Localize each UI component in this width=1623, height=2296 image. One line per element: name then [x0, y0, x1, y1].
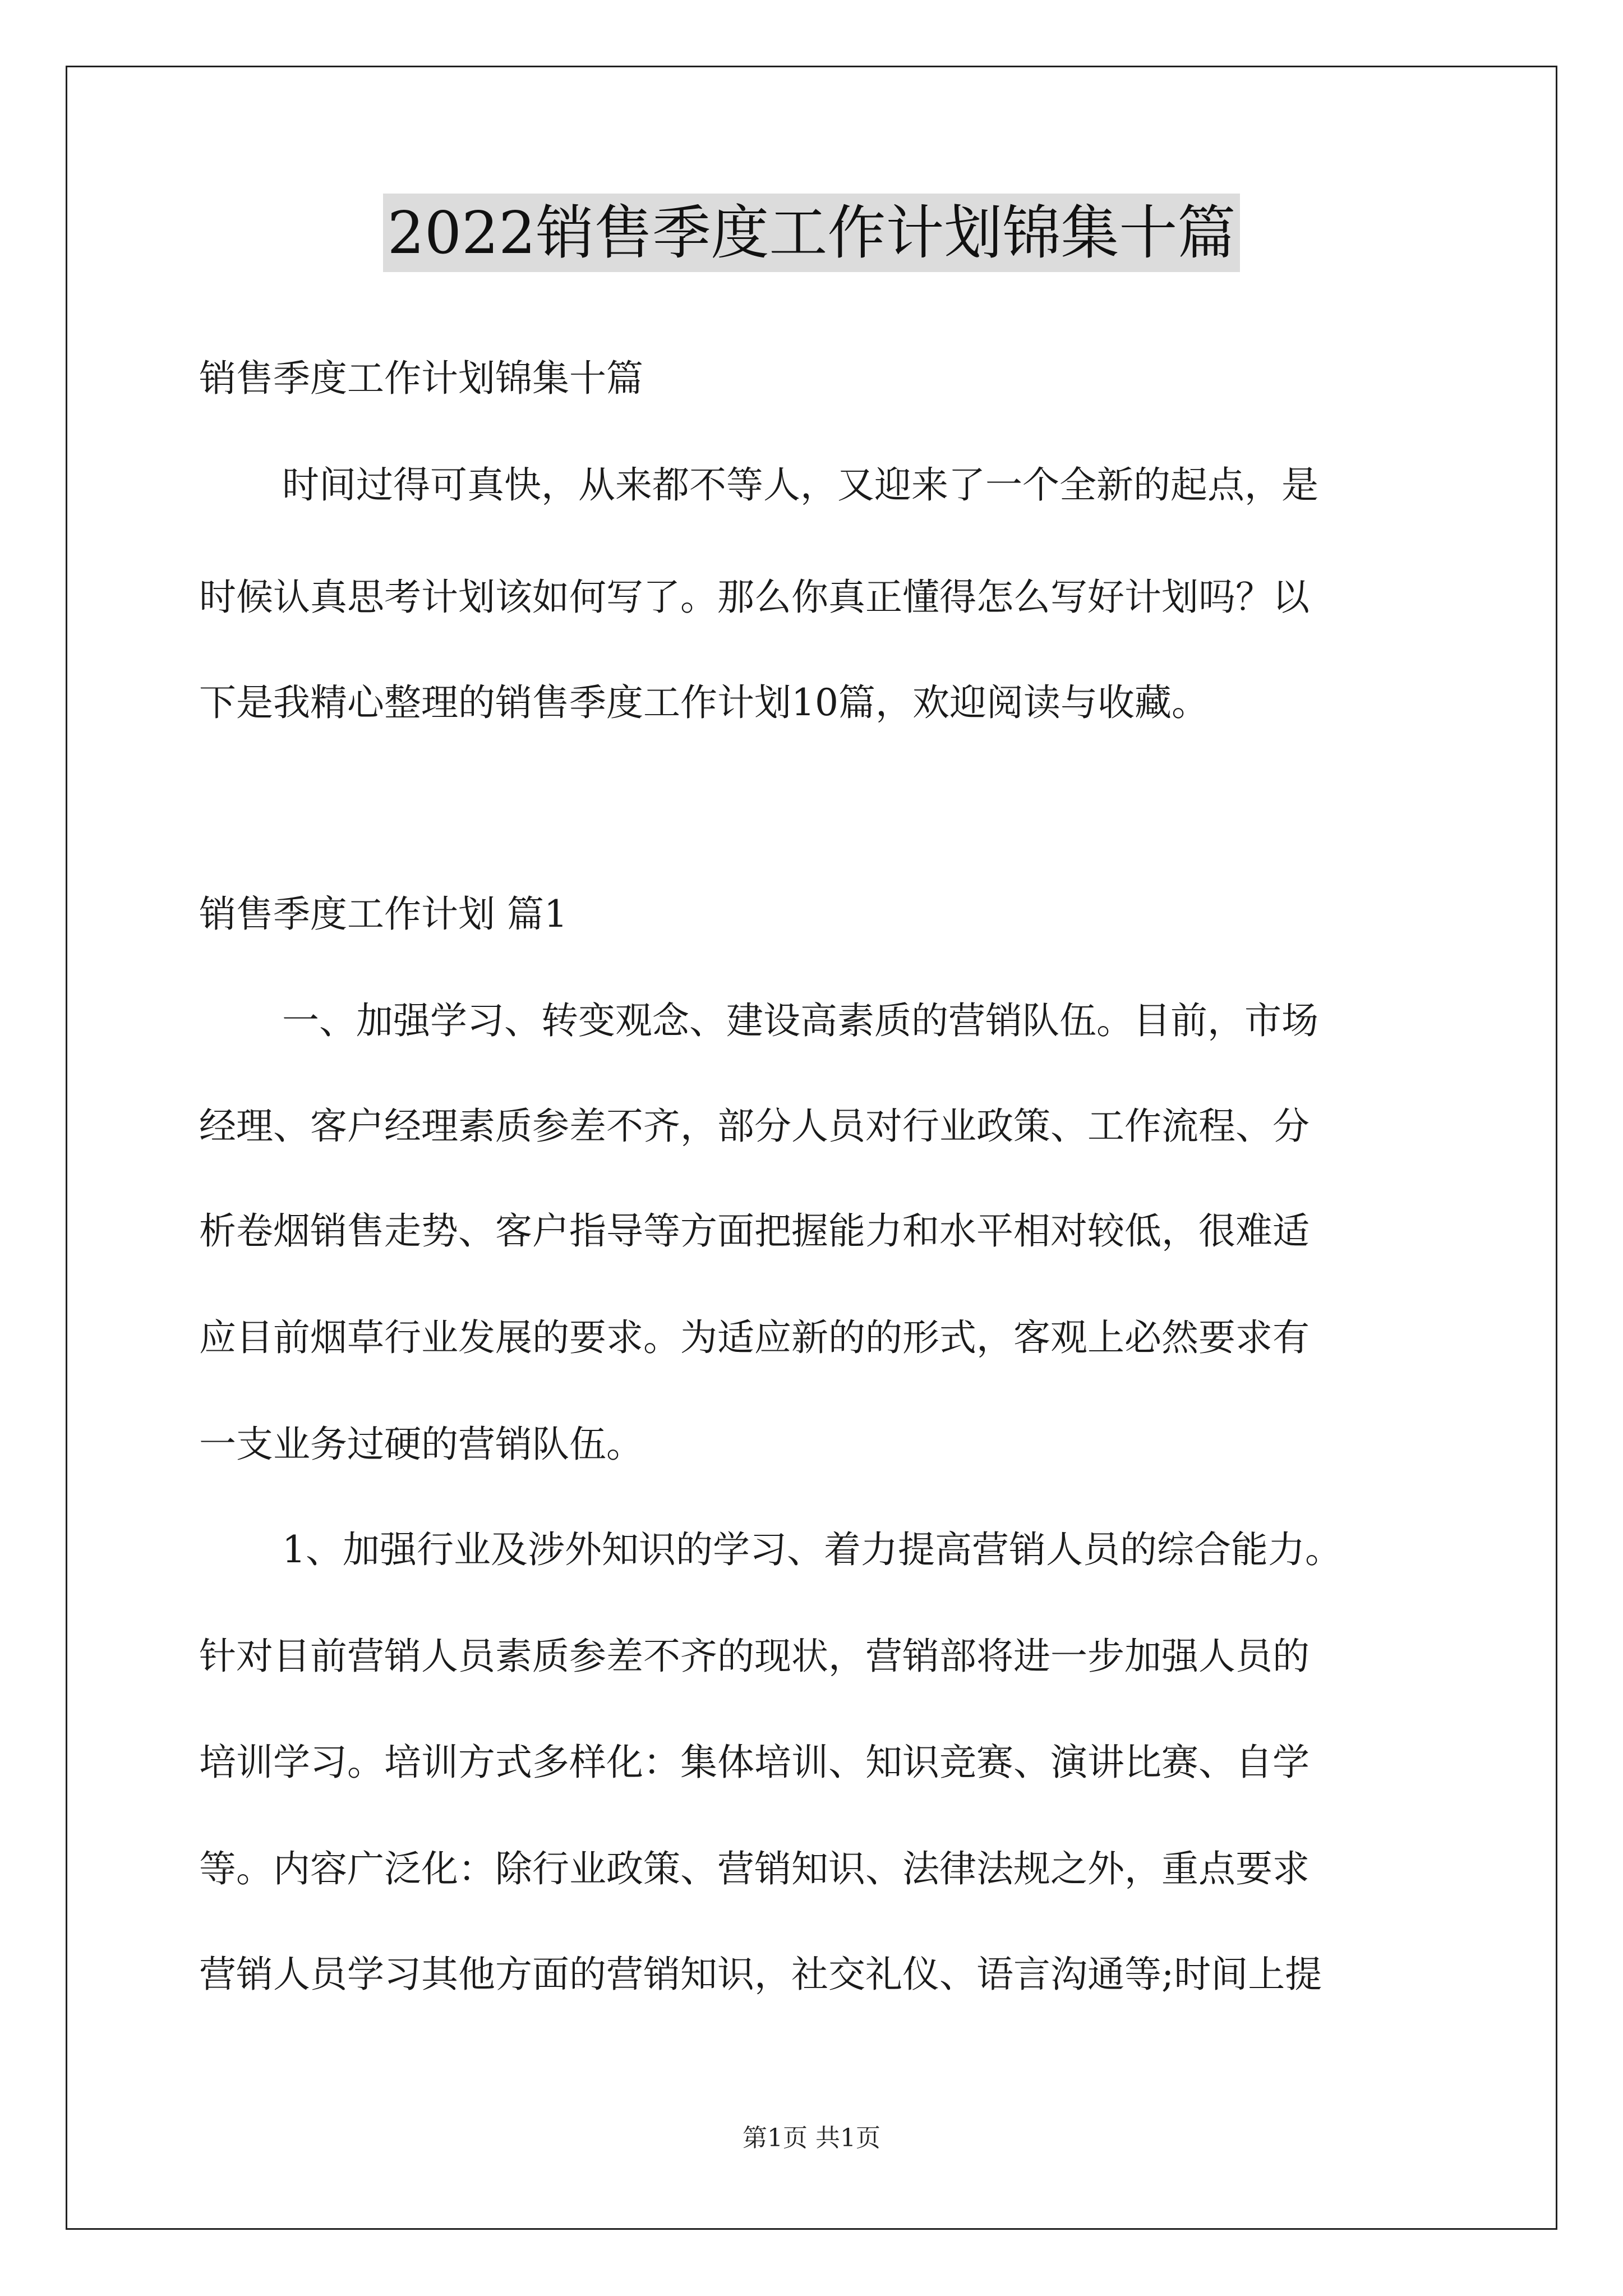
paragraph-line: 1、加强行业及涉外知识的学习、着力提高营销人员的综合能力。	[282, 1528, 1342, 1571]
intro-line: 时间过得可真快，从来都不等人，又迎来了一个全新的起点，是	[282, 463, 1318, 507]
paragraph-line: 一、加强学习、转变观念、建设高素质的营销队伍。目前，市场	[282, 999, 1318, 1042]
intro-line: 下是我精心整理的销售季度工作计划10篇，欢迎阅读与收藏。	[199, 681, 1209, 724]
paragraph-line: 培训学习。培训方式多样化：集体培训、知识竞赛、演讲比赛、自学	[199, 1741, 1310, 1784]
paragraph-line: 析卷烟销售走势、客户指导等方面把握能力和水平相对较低，很难适	[199, 1209, 1310, 1253]
intro-line: 时候认真思考计划该如何写了。那么你真正懂得怎么写好计划吗？以	[199, 576, 1310, 619]
paragraph-line: 一支业务过硬的营销队伍。	[199, 1423, 643, 1466]
document-subtitle: 销售季度工作计划锦集十篇	[199, 357, 643, 400]
page-footer: 第1页 共1页	[743, 2124, 880, 2152]
paragraph-line: 营销人员学习其他方面的营销知识，社交礼仪、语言沟通等;时间上提	[199, 1953, 1322, 1996]
document-title: 2022销售季度工作计划锦集十篇	[383, 194, 1241, 272]
title-container	[0, 194, 1623, 272]
paragraph-line: 应目前烟草行业发展的要求。为适应新的的形式，客观上必然要求有	[199, 1316, 1310, 1359]
section-heading: 销售季度工作计划 篇1	[199, 892, 568, 936]
paragraph-line: 经理、客户经理素质参差不齐，部分人员对行业政策、工作流程、分	[199, 1105, 1310, 1148]
paragraph-line: 等。内容广泛化：除行业政策、营销知识、法律法规之外，重点要求	[199, 1847, 1310, 1890]
paragraph-line: 针对目前营销人员素质参差不齐的现状，营销部将进一步加强人员的	[199, 1635, 1310, 1678]
